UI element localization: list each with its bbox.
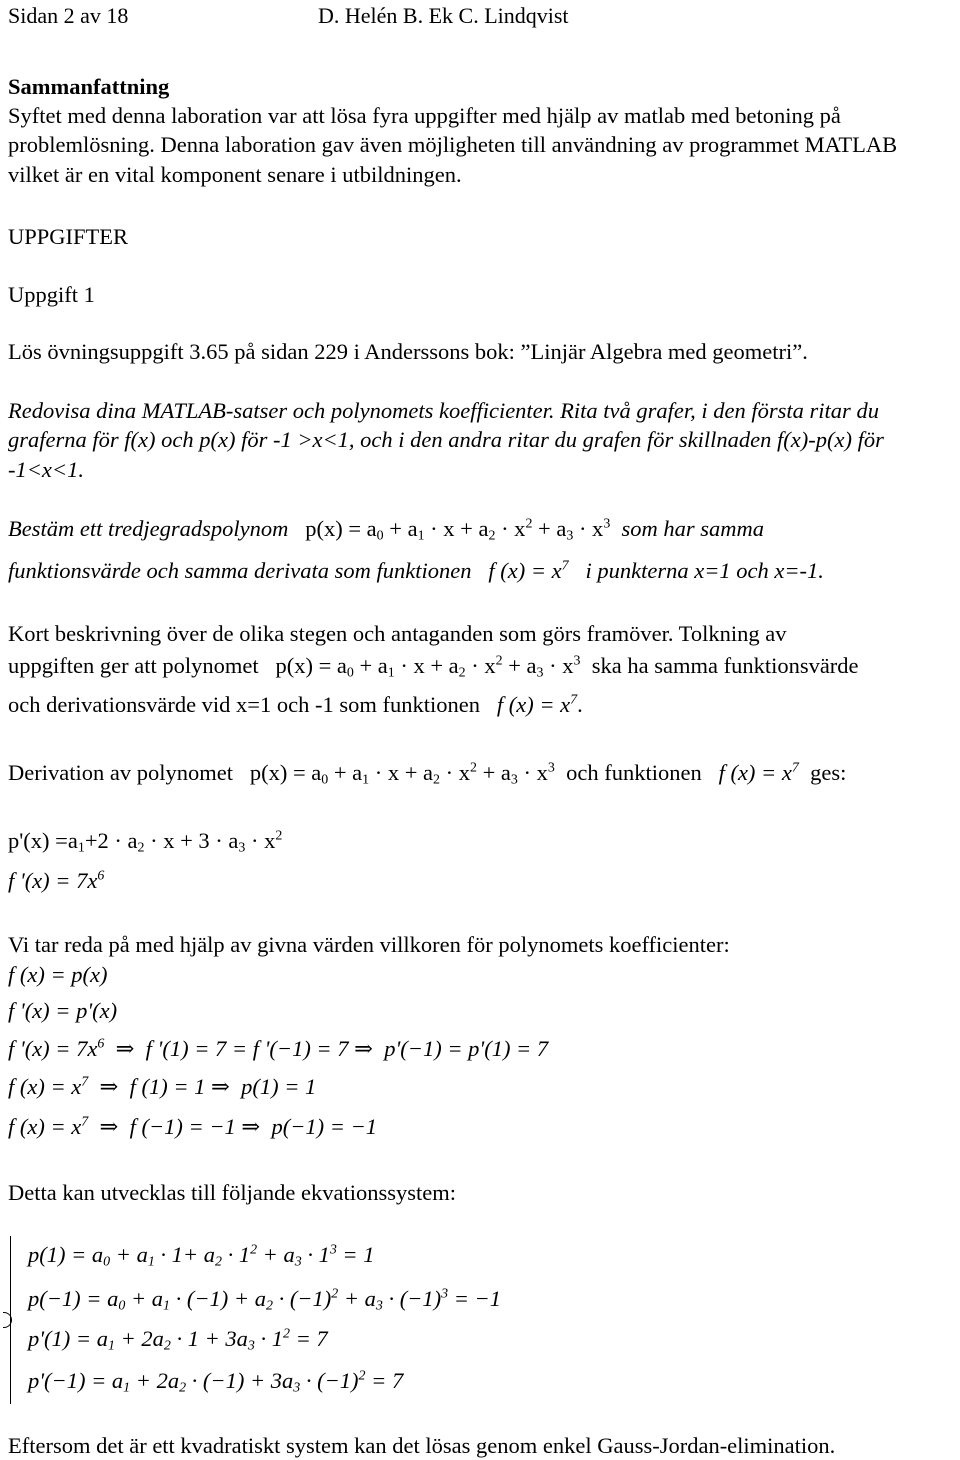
condition-5: f $(x) = x^7$ ⇒ f (−1) = −1 ⇒ p(−1) = −1 (8, 1114, 378, 1139)
system-eq-1: $p(1) = a_0 + a_1 \cdot 1+ a_2 \cdot 1^2 + a_3 \cdot 1^3 = 1$ (28, 1242, 375, 1270)
condition-4: f $(x) = x^7$ ⇒ f (1) = 1 ⇒ p(1) = 1 (8, 1074, 317, 1099)
derivative-f: f '$(x) = 7x^6$ (8, 868, 105, 893)
task1-function-line: funktionsvärde och samma derivata som funktionen f $(x) = x^7$ i punkterna x=1 och x=-1. (8, 558, 824, 583)
condition-1: f (x) = p(x) (8, 962, 108, 987)
derivation-line: Derivation av polynomet $p(x) = a_0 + a_1 \cdot x + a_2 \cdot x^2 + a_3 \cdot x^3$ och funktionen f $(x) = x^7$ ges: (8, 760, 847, 788)
task1-polynomial-line: Bestäm ett tredjegradspolynom $p(x) = a_0 + a_1 \cdot x + a_2 \cdot x^2 + a_3 \cdot x^3$ som har samma (8, 516, 765, 544)
task1-intro: Lös övningsuppgift 3.65 på sidan 229 i Anderssons bok: ”Linjär Algebra med geometri”. (8, 339, 808, 364)
page-number: Sidan 2 av 18 (8, 3, 129, 28)
condition-2: f '(x) = p'(x) (8, 998, 118, 1023)
conditions-intro: Vi tar reda på med hjälp av givna värden villkoren för polynomets koefficienter: (8, 932, 730, 957)
tasks-heading: UPPGIFTER (8, 224, 129, 249)
conclusion: Eftersom det är ett kvadratiskt system kan det lösas genom enkel Gauss-Jordan-elimination. (8, 1433, 836, 1458)
interpretation-polynomial-line: uppgiften ger att polynomet $p(x) = a_0 + a_1 \cdot x + a_2 \cdot x^2 + a_3 \cdot x^3$ ska ha samma funktionsvärde (8, 653, 859, 681)
task1-heading: Uppgift 1 (8, 282, 95, 307)
summary-text: Syftet med denna laboration var att lösa fyra uppgifter med hjälp av matlab med betoning på problemlösning. Denna laboration gav även möjligheten till användning av programmet MATLAB vilket är en vital komponent senare i utbildningen. (8, 103, 898, 187)
system-eq-4: $p'(-1) = a_1 + 2a_2 \cdot (-1) + 3a_3 \cdot (-1)^2 = 7$ (28, 1368, 404, 1396)
derivative-p: $p'(x) =a_1+2 \cdot a_2 \cdot x + 3 \cdot a_3 \cdot x^2$ (8, 828, 283, 856)
system-intro: Detta kan utvecklas till följande ekvationssystem: (8, 1180, 457, 1205)
system-eq-2: $p(-1) = a_0 + a_1 \cdot (-1) + a_2 \cdot (-1)^2 + a_3 \cdot (-1)^3 = -1$ (28, 1286, 501, 1314)
task1-instruction: Redovisa dina MATLAB-satser och polynomets koefficienter. Rita två grafer, i den första ritar du graferna för f(x) och p(x) för -1 >x<1, och i den andra ritar du grafen för skillnaden f(x)-p(x) för -1<x<1. (8, 398, 884, 482)
system-eq-3: $p'(1) = a_1 + 2a_2 \cdot 1 + 3a_3 \cdot 1^2 = 7$ (28, 1326, 328, 1354)
authors: D. Helén B. Ek C. Lindqvist (318, 3, 569, 28)
interpretation-function-line: och derivationsvärde vid x=1 och -1 som funktionen f $(x) = x^7$. (8, 692, 583, 717)
interpretation-text: Kort beskrivning över de olika stegen och antaganden som görs framöver. Tolkning av (8, 621, 787, 646)
summary-heading: Sammanfattning (8, 74, 170, 99)
condition-3: f '$(x) = 7x^6$ ⇒ f '(1) = 7 = f '(−1) = 7 ⇒ p'(−1) = p'(1) = 7 (8, 1036, 549, 1061)
